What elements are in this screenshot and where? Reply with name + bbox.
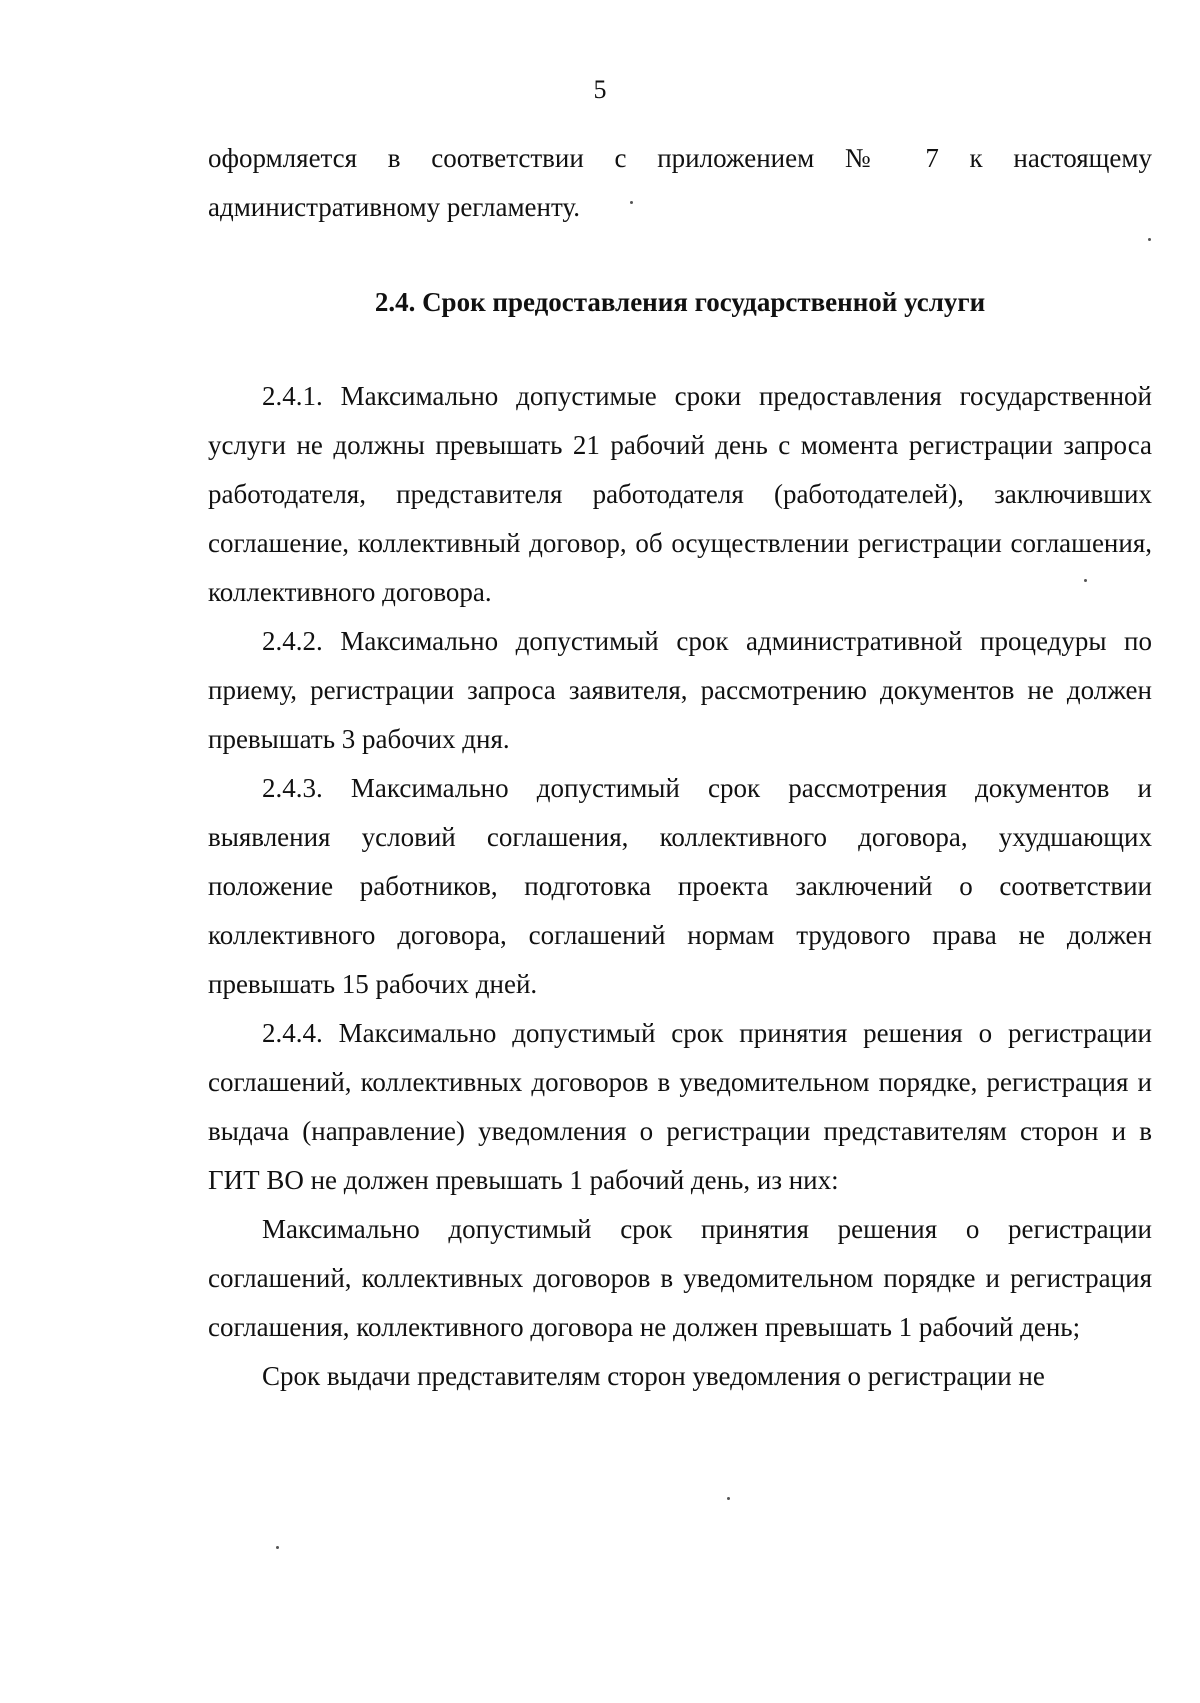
scan-speck bbox=[630, 201, 633, 204]
paragraph-2-4-4: 2.4.4. Максимально допустимый срок принятия решения о регистрации соглашений, коллективных договоров в уведомительном порядке, регистрация и выдача (направление) уведомления о регистрации представителям сторон и в ГИТ ВО не должен превышать 1 рабочий день, из них: bbox=[208, 1018, 1152, 1195]
paragraph-notification-term: Срок выдачи представителям сторон уведомления о регистрации не bbox=[262, 1361, 1045, 1391]
intro-paragraph: оформляется в соответствии с приложением № 7 к настоящему административному регламенту. bbox=[208, 143, 1152, 222]
document-body bbox=[208, 134, 1152, 1401]
paragraph-2-4-3: 2.4.3. Максимально допустимый срок рассмотрения документов и выявления условий соглашения, коллективного договора, ухудшающих положение работников, подготовка проекта заключений о соответствии коллективного договора, соглашений нормам трудового права не должен превышать 15 рабочих дней. bbox=[208, 773, 1152, 999]
scan-speck bbox=[1084, 579, 1087, 582]
scan-speck bbox=[276, 1546, 279, 1549]
paragraph-2-4-1: 2.4.1. Максимально допустимые сроки предоставления государственной услуги не должны превышать 21 рабочий день с момента регистрации запроса работодателя, представителя работодателя (работодателей), заключивших соглашение, коллективный договор, об осуществлении регистрации соглашения, коллективного договора. bbox=[208, 381, 1152, 607]
page-number: 5 bbox=[593, 75, 607, 104]
section-heading: 2.4. Срок предоставления государственной услуги bbox=[374, 287, 986, 317]
scan-speck bbox=[727, 1497, 730, 1500]
paragraph-registration-term: Максимально допустимый срок принятия решения о регистрации соглашений, коллективных договоров в уведомительном порядке и регистрация соглашения, коллективного договора не должен превышать 1 рабочий день; bbox=[208, 1214, 1152, 1342]
scan-speck bbox=[1148, 238, 1151, 241]
paragraph-2-4-2: 2.4.2. Максимально допустимый срок административной процедуры по приему, регистрации запроса заявителя, рассмотрению документов не должен превышать 3 рабочих дня. bbox=[208, 626, 1152, 754]
